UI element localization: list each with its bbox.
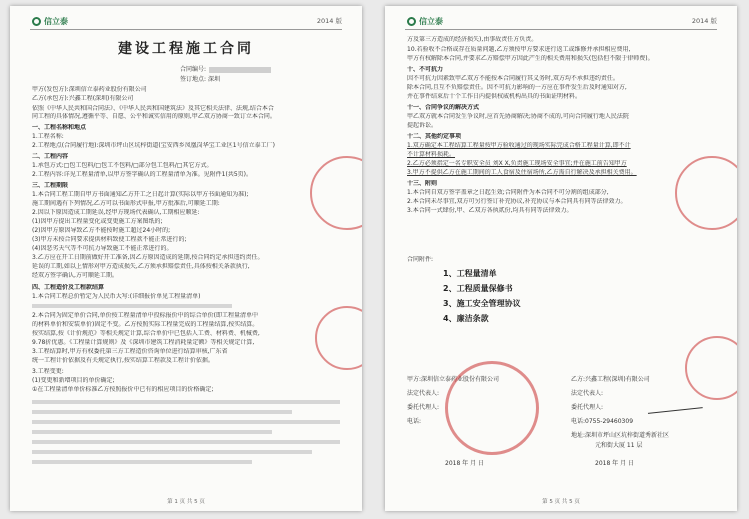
date-party-a: 2018 年 月 日 bbox=[445, 460, 484, 467]
header-rule bbox=[405, 29, 717, 30]
clause: 经双方签字确认,方可顺延工期。 bbox=[32, 272, 118, 279]
annex-label: 合同附件: bbox=[407, 256, 434, 263]
clause: 3.乙方应在开工日期前做好开工准备,因乙方原因造成的延期,按合同约定承担违约责任。 bbox=[32, 254, 264, 261]
text-bar bbox=[32, 440, 340, 444]
clause: 不计算材料损耗。 bbox=[407, 151, 456, 158]
clause: 延误的工期,如以上情形对甲方造成损失,乙方须承担赔偿责任,具体按相关条款执行, bbox=[32, 263, 250, 270]
annex-item: 2、工程质量保修书 bbox=[443, 284, 513, 293]
clause: 3.甲方不提供乙方在施工期间的工人食宿及住宿场所,乙方需自行解决及承担相关费用。 bbox=[407, 169, 637, 176]
logo-text: 信立泰 bbox=[44, 17, 68, 26]
clause: 2.因以下原因造成工期延误,经甲方现场代表确认,工期相应顺延: bbox=[32, 209, 200, 216]
sign-place-label: 签订地点: bbox=[180, 76, 207, 83]
clause: 2.工程地点(合同履行地):深圳市坪山区坑梓街道(宝安西乡凤凰岗华宝工业区1号信立泰工厂) bbox=[32, 142, 275, 149]
logo-icon bbox=[407, 17, 416, 26]
text-bar bbox=[32, 430, 272, 434]
clause: 的材料单价和安装单价)固定不变。乙方按照实际工程量完成的工程量结算,按实结算。 bbox=[32, 321, 259, 328]
signature-party-a: 甲方:深圳信立泰药业股份有限公司 bbox=[407, 376, 500, 383]
clause: 统一工程计价依据及有关规定执行,按实结算工程款及工程计价依据。 bbox=[32, 357, 214, 364]
section-heading: 十、不可抗力 bbox=[407, 66, 444, 73]
section-heading: 四、工程造价及工程款结算 bbox=[32, 284, 105, 291]
clause: 因不可抗力因素致甲乙双方不能按本合同履行其义务时,双方均不承担违约责任。 bbox=[407, 75, 619, 82]
clause: 按实结算,按《计价规范》等相关规定计算,综合单价中已包括人工费、材料费、机械费, bbox=[32, 330, 260, 337]
clause: 10.若验收不合格或存在质量问题,乙方须按甲方要求进行返工或维修并承担相应费用, bbox=[407, 46, 631, 53]
clause: 1.承包方式:□包工包料/□包工不包料/□部分包工包料/□其它方式。 bbox=[32, 162, 213, 169]
signature-party-b: 乙方:兴鑫工程(深圳)有限公司 bbox=[571, 376, 650, 383]
clause: 并在事件结束后十个工作日内提供权威机构出具的书面证明材料。 bbox=[407, 93, 582, 100]
section-heading: 二、工程内容 bbox=[32, 153, 69, 160]
basis-text: 依照《中华人民共和国合同法》、《中华人民共和国建筑法》及其它相关法律、法规,结合本合 bbox=[32, 105, 274, 112]
clause: (4)因恶劣天气等不可抗力导致施工不能正常进行的。 bbox=[32, 245, 173, 252]
edition-label: 2014 版 bbox=[691, 17, 717, 25]
clause: 1.本合同工程工期自甲方书面通知乙方开工之日起计算(实际以甲方书面通知为准); bbox=[32, 191, 249, 198]
text-bar bbox=[32, 460, 252, 464]
clause: 2.工程内容:详见工程量清单,以甲方签字确认的工程量清单为准。见附件1(共5页)。 bbox=[32, 171, 252, 178]
contract-no-label: 合同编号: bbox=[180, 66, 207, 73]
phone-a: 电话: bbox=[407, 418, 422, 425]
handwritten-signature bbox=[646, 391, 702, 414]
address-b: 地址:深圳市坪山区坑梓街道秀新社区 bbox=[571, 432, 670, 439]
clause: (1)因甲方提出工程量变化或变更施工方案图纸的; bbox=[32, 218, 163, 225]
clause: 1.本合同自双方签字盖章之日起生效;合同附件为本合同不可分割的组成部分, bbox=[407, 189, 609, 196]
clause: 2.本合同为固定单价合同,单价按工程量清单中投标报价中的综合单价(即工程量清单中 bbox=[32, 312, 258, 319]
clause: 2.乙方必须指定一名专职安全员 刘X X,负责施工现场安全事宜;并在施工前告知甲方 bbox=[407, 160, 627, 167]
clause: 除本合同,且互不负赔偿责任。因不可抗力影响的一方应在事件发生后及时通知对方, bbox=[407, 84, 627, 91]
company-logo bbox=[32, 16, 68, 27]
party-b: 乙方(承包方):兴鑫工程(深圳)有限公司 bbox=[32, 95, 134, 102]
clause: 施工期间遇有下列情况,乙方可以书面形式申报,甲方批准后,可顺延工期: bbox=[32, 200, 220, 207]
redacted-field bbox=[209, 67, 271, 73]
clause: 1.本合同工程总价暂定为人民币大写:(详细报价单见工程量清单) bbox=[32, 293, 201, 300]
clause: 1.双方确定本工程结算工程量按甲方验收通过的现场实际完成合格工程量计算,即不计 bbox=[407, 142, 631, 149]
party-a: 甲方(发包方):深圳信立泰药业股份有限公司 bbox=[32, 86, 147, 93]
annex-item: 3、施工安全管理协议 bbox=[443, 299, 521, 308]
clause: 3.本合同一式肆份,甲、乙双方各执贰份,均具有同等法律效力。 bbox=[407, 207, 573, 214]
seal-stamp bbox=[675, 156, 737, 230]
clause: 9.78折优惠。《工程量计算规则》及《深圳市建筑工程消耗量定额》等相关规定计算, bbox=[32, 339, 255, 346]
agent-b: 委托代理人: bbox=[571, 404, 604, 411]
seal-stamp bbox=[685, 336, 737, 400]
clause: 3.工程结算时,甲方有权委托第三方工程造价咨询单位进行结算审核,广东省 bbox=[32, 348, 228, 355]
company-logo bbox=[407, 16, 443, 27]
header-rule bbox=[30, 29, 342, 30]
annex-item: 4、廉洁条款 bbox=[443, 314, 489, 323]
clause: 甲方有权解除本合同,并要求乙方赔偿甲方因此产生的相关费用和损失(包括但不限于律师费)。 bbox=[407, 55, 654, 62]
logo-text: 信立泰 bbox=[419, 17, 443, 26]
section-heading: 十三、附则 bbox=[407, 180, 438, 187]
company-seal-a bbox=[445, 361, 539, 455]
clause: 提起诉讼。 bbox=[407, 122, 438, 129]
clause: (1)变更和新增项目的单价确定; bbox=[32, 377, 115, 384]
contract-page-5 bbox=[385, 6, 737, 511]
section-heading: 十二、其他约定事项 bbox=[407, 133, 462, 140]
contract-title: 建设工程施工合同 bbox=[118, 41, 254, 57]
sign-place bbox=[180, 74, 220, 83]
clause: 1.工程名称: bbox=[32, 133, 64, 140]
phone-b bbox=[571, 416, 633, 425]
agent-a: 委托代理人: bbox=[407, 404, 440, 411]
logo-icon bbox=[32, 17, 41, 26]
legal-rep-b: 法定代表人: bbox=[571, 390, 604, 397]
sign-place-value: 深圳 bbox=[207, 76, 220, 83]
clause: (3)甲方未按合同要求提供材料致使工程款不能正常进行的; bbox=[32, 236, 187, 243]
clause: 3.工程变更: bbox=[32, 368, 64, 375]
clause: 方及第三方造成的经济损失),由事故责任方负责。 bbox=[407, 36, 538, 43]
clause: (2)因甲方原因导致乙方不能按时施工超过24小时的; bbox=[32, 227, 171, 234]
phone-label: 电话: bbox=[571, 418, 586, 425]
edition-label: 2014 版 bbox=[316, 17, 342, 25]
text-bar bbox=[32, 420, 340, 424]
section-heading: 十一、合同争议的解决方式 bbox=[407, 104, 480, 111]
text-bar bbox=[32, 410, 292, 414]
section-heading: 一、工程名称和地点 bbox=[32, 124, 87, 131]
redacted-bar bbox=[32, 304, 232, 308]
contract-no bbox=[180, 64, 271, 73]
date-party-b: 2018 年 月 日 bbox=[595, 460, 634, 467]
address-b-line2: 元和街大厦 11 层 bbox=[595, 442, 643, 449]
page-footer: 第 1 页 共 5 页 bbox=[167, 499, 205, 505]
annex-item: 1、工程量清单 bbox=[443, 269, 497, 278]
page-footer: 第 5 页 共 5 页 bbox=[542, 499, 580, 505]
legal-rep-a: 法定代表人: bbox=[407, 390, 440, 397]
text-bar bbox=[32, 450, 312, 454]
text-bar bbox=[32, 400, 340, 404]
clause: 2.本合同未尽事宜,双方可另行签订补充协议,补充协议与本合同具有同等法律效力。 bbox=[407, 198, 627, 205]
contract-page-1 bbox=[10, 6, 362, 511]
section-heading: 三、工程期限 bbox=[32, 182, 69, 189]
basis-text: 同工程的具体情况,遵循平等、自愿、公平和诚实信用的原则,甲乙双方协商一致订立本合同。 bbox=[32, 113, 276, 120]
phone-value: 0755-29460309 bbox=[585, 418, 634, 425]
clause: ①在工程量清单单价标准乙方按照报价中已有的相应项目的价格确定; bbox=[32, 386, 214, 393]
clause: 甲乙双方就本合同发生争议时,应首先协商解决;协商不成的,可向合同履行地人民法院 bbox=[407, 113, 629, 120]
